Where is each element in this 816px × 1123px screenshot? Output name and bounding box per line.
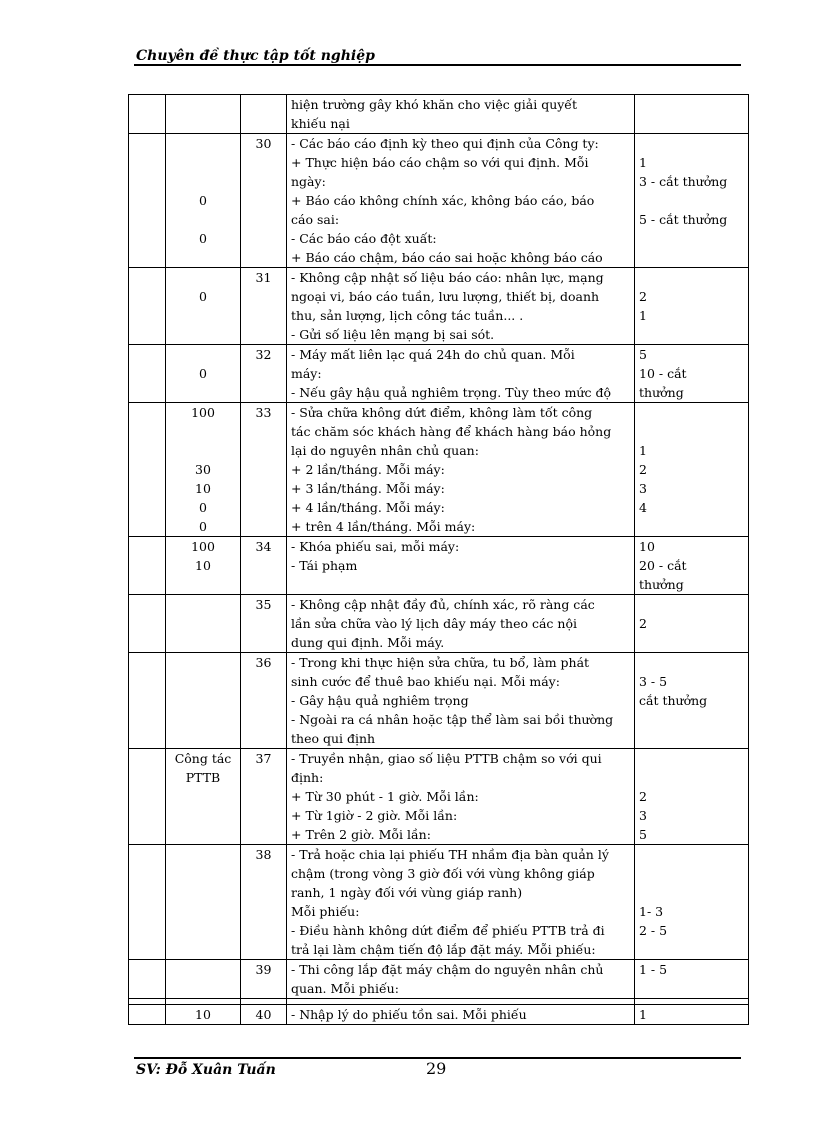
criteria-number: 37 [255, 751, 272, 766]
cell-line: - Sửa chữa không dứt điểm, không làm tốt công [291, 405, 593, 420]
cell-line: Công tác [174, 751, 232, 766]
criteria-number-cell [241, 595, 287, 653]
criteria-number-cell [241, 1005, 287, 1025]
penalty-cell [635, 134, 749, 268]
points-cell [166, 403, 241, 537]
cell-line [170, 902, 236, 921]
cell-line: 1 [639, 155, 647, 170]
criteria-number-cell [241, 960, 287, 999]
table-row [129, 345, 749, 403]
cell-line [170, 95, 236, 114]
cell-line [170, 806, 236, 825]
cell-line [639, 134, 744, 153]
cell-line: 2 - 5 [639, 923, 668, 938]
criteria-number: 34 [255, 539, 272, 554]
cell-line: 3 [639, 808, 647, 823]
header-title: Chuyên đề thực tập tốt nghiệp [136, 48, 375, 64]
penalty-cell [635, 960, 749, 999]
index-cell [129, 653, 166, 749]
cell-line [170, 248, 236, 267]
cell-line [639, 710, 744, 729]
cell-line: 1 - 5 [639, 962, 668, 977]
cell-line: 30 [195, 462, 211, 477]
cell-line: sinh cước để thuê bao khiếu nại. Mỗi máy: [291, 674, 560, 689]
penalty-cell [635, 345, 749, 403]
description-cell [287, 1005, 635, 1025]
cell-line [639, 95, 744, 114]
index-cell [129, 749, 166, 845]
description-cell [287, 845, 635, 960]
cell-line [170, 633, 236, 652]
cell-line: 100 [191, 539, 215, 554]
cell-line: 20 - cắt [639, 558, 687, 573]
penalty-table [128, 94, 749, 1025]
cell-line: định: [291, 770, 324, 785]
cell-line [639, 114, 744, 133]
cell-line: 0 [199, 193, 207, 208]
points-cell [166, 595, 241, 653]
cell-line [639, 653, 744, 672]
cell-line: chậm (trong vòng 3 giờ đối với vùng không giáp [291, 866, 595, 881]
index-cell [129, 537, 166, 595]
cell-line: 100 [191, 405, 215, 420]
description-cell [287, 537, 635, 595]
cell-line [639, 422, 744, 441]
cell-line [170, 921, 236, 940]
cell-line [170, 575, 236, 594]
cell-line: khiếu nại [291, 116, 350, 131]
cell-line [170, 787, 236, 806]
criteria-number: 31 [255, 270, 272, 285]
points-cell [166, 653, 241, 749]
penalty-cell [635, 845, 749, 960]
points-cell [166, 845, 241, 960]
cell-line: 0 [199, 519, 207, 534]
cell-line: - Trong khi thực hiện sửa chữa, tu bổ, làm phát [291, 655, 590, 670]
description-cell [287, 595, 635, 653]
cell-line: 5 [639, 827, 647, 842]
description-cell [287, 960, 635, 999]
table-row [129, 95, 749, 134]
cell-line: dung qui định. Mỗi máy. [291, 635, 445, 650]
points-cell [166, 749, 241, 845]
cell-line: quan. Mỗi phiếu: [291, 981, 399, 996]
cell-line [639, 940, 744, 959]
table-row [129, 537, 749, 595]
cell-line: - Điều hành không dứt điểm để phiếu PTTB trả đi [291, 923, 605, 938]
description-cell [287, 95, 635, 134]
cell-line [170, 134, 236, 153]
table-row [129, 268, 749, 345]
criteria-number: 33 [255, 405, 272, 420]
criteria-number-cell [241, 403, 287, 537]
index-cell [129, 960, 166, 999]
table-row [129, 403, 749, 537]
cell-line [170, 864, 236, 883]
cell-line [639, 979, 744, 998]
penalty-cell [635, 653, 749, 749]
cell-line [639, 768, 744, 787]
cell-line: + Từ 30 phút - 1 giờ. Mỗi lần: [291, 789, 479, 804]
cell-line: - Nếu gây hậu quả nghiêm trọng. Tùy theo mức độ [291, 385, 611, 400]
points-cell [166, 345, 241, 403]
criteria-number-cell [241, 749, 287, 845]
cell-line: 1 [639, 1007, 647, 1022]
criteria-number-cell [241, 268, 287, 345]
cell-line [291, 575, 630, 594]
cell-line [639, 883, 744, 902]
criteria-number-cell [241, 134, 287, 268]
cell-line: 0 [199, 231, 207, 246]
table-row [129, 749, 749, 845]
cell-line [170, 825, 236, 844]
cell-line: ngày: [291, 174, 326, 189]
cell-line: 2 [639, 289, 647, 304]
cell-line: 10 [195, 1007, 211, 1022]
cell-line [170, 383, 236, 402]
cell-line [639, 268, 744, 287]
points-cell [166, 134, 241, 268]
cell-line: 5 - cắt thưởng [639, 212, 728, 227]
description-cell [287, 653, 635, 749]
penalty-cell [635, 1005, 749, 1025]
cell-line: - Truyền nhận, giao số liệu PTTB chậm so với qui [291, 751, 602, 766]
cell-line: + trên 4 lần/tháng. Mỗi máy: [291, 519, 476, 534]
cell-line [639, 749, 744, 768]
cell-line [170, 845, 236, 864]
cell-line: lần sửa chữa vào lý lịch dây máy theo các nội [291, 616, 577, 631]
table-row [129, 960, 749, 999]
cell-line [170, 614, 236, 633]
points-cell [166, 1005, 241, 1025]
penalty-cell [635, 95, 749, 134]
index-cell [129, 1005, 166, 1025]
cell-line: - Các báo cáo định kỳ theo qui định của Công ty: [291, 136, 599, 151]
cell-line: 10 [639, 539, 655, 554]
criteria-number: 35 [255, 597, 272, 612]
cell-line [170, 710, 236, 729]
index-cell [129, 403, 166, 537]
cell-line: cáo sai: [291, 212, 340, 227]
description-cell [287, 345, 635, 403]
cell-line [639, 864, 744, 883]
points-cell [166, 960, 241, 999]
index-cell [129, 595, 166, 653]
criteria-number-cell [241, 95, 287, 134]
cell-line: - Các báo cáo đột xuất: [291, 231, 437, 246]
cell-line: 3 [639, 481, 647, 496]
criteria-number-cell [241, 845, 287, 960]
criteria-number-cell [241, 345, 287, 403]
cell-line: thưởng [639, 385, 684, 400]
cell-line: 4 [639, 500, 647, 515]
cell-line [639, 229, 744, 248]
cell-line [170, 883, 236, 902]
cell-line: thưởng [639, 577, 684, 592]
cell-line: 2 [639, 462, 647, 477]
criteria-number: 36 [255, 655, 272, 670]
cell-line [170, 422, 236, 441]
index-cell [129, 134, 166, 268]
criteria-number: 40 [255, 1007, 272, 1022]
cell-line: 0 [199, 289, 207, 304]
cell-line [170, 979, 236, 998]
cell-line: 2 [639, 616, 647, 631]
cell-line [639, 517, 744, 536]
index-cell [129, 345, 166, 403]
cell-line: lại do nguyên nhân chủ quan: [291, 443, 479, 458]
index-cell [129, 845, 166, 960]
penalty-table-body [129, 95, 749, 1025]
cell-line [639, 325, 744, 344]
cell-line: + 2 lần/tháng. Mỗi máy: [291, 462, 445, 477]
cell-line [639, 403, 744, 422]
table-row [129, 595, 749, 653]
cell-line [170, 172, 236, 191]
cell-line [170, 210, 236, 229]
cell-line [170, 268, 236, 287]
cell-line: - Nhập lý do phiếu tồn sai. Mỗi phiếu [291, 1007, 527, 1022]
description-cell [287, 268, 635, 345]
cell-line [639, 248, 744, 267]
description-cell [287, 749, 635, 845]
cell-line: + Báo cáo chậm, báo cáo sai hoặc không báo cáo [291, 250, 603, 265]
header-rule [134, 64, 741, 66]
cell-line: - Máy mất liên lạc quá 24h do chủ quan. Mỗi [291, 347, 575, 362]
cell-line: 3 - cắt thưởng [639, 174, 728, 189]
criteria-number: 38 [255, 847, 272, 862]
points-cell [166, 268, 241, 345]
cell-line [170, 306, 236, 325]
cell-line: 10 [195, 481, 211, 496]
cell-line: thu, sản lượng, lịch công tác tuần... . [291, 308, 524, 323]
description-cell [287, 403, 635, 537]
cell-line: trả lại làm chậm tiến độ lắp đặt máy. Mỗi phiếu: [291, 942, 596, 957]
penalty-cell [635, 595, 749, 653]
cell-line: - Ngoài ra cá nhân hoặc tập thể làm sai bồi thường [291, 712, 614, 727]
cell-line: 10 - cắt [639, 366, 687, 381]
points-cell [166, 95, 241, 134]
cell-line: PTTB [185, 770, 221, 785]
table-row [129, 134, 749, 268]
cell-line [170, 441, 236, 460]
cell-line [639, 633, 744, 652]
criteria-number: 32 [255, 347, 272, 362]
description-cell [287, 134, 635, 268]
cell-line: - Khóa phiếu sai, mỗi máy: [291, 539, 460, 554]
penalty-cell [635, 537, 749, 595]
cell-line: máy: [291, 366, 322, 381]
penalty-cell [635, 749, 749, 845]
cell-line [639, 845, 744, 864]
cell-line [639, 595, 744, 614]
cell-line: + Thực hiện báo cáo chậm so với qui định. Mỗi [291, 155, 589, 170]
criteria-number-cell [241, 537, 287, 595]
cell-line: + 3 lần/tháng. Mỗi máy: [291, 481, 445, 496]
criteria-number: 39 [255, 962, 272, 977]
cell-line: + 4 lần/tháng. Mỗi máy: [291, 500, 445, 515]
cell-line: - Không cập nhật số liệu báo cáo: nhân lực, mạng [291, 270, 604, 285]
cell-line [170, 729, 236, 748]
cell-line [170, 325, 236, 344]
cell-line: tác chăm sóc khách hàng để khách hàng báo hỏng [291, 424, 612, 439]
cell-line: 10 [195, 558, 211, 573]
cell-line [170, 595, 236, 614]
cell-line: + Từ 1giờ - 2 giờ. Mỗi lần: [291, 808, 458, 823]
cell-line [170, 672, 236, 691]
cell-line: - Gây hậu quả nghiêm trọng [291, 693, 469, 708]
cell-line [170, 940, 236, 959]
footer-author: SV: Đỗ Xuân Tuấn [136, 1062, 276, 1078]
table-row [129, 1005, 749, 1025]
cell-line: 1 [639, 308, 647, 323]
criteria-number: 30 [255, 136, 272, 151]
cell-line: - Tái phạm [291, 558, 358, 573]
points-cell [166, 537, 241, 595]
cell-line: 5 [639, 347, 647, 362]
cell-line [170, 114, 236, 133]
table-row [129, 653, 749, 749]
criteria-number-cell [241, 653, 287, 749]
cell-line: 3 - 5 [639, 674, 668, 689]
cell-line: - Gửi số liệu lên mạng bị sai sót. [291, 327, 495, 342]
cell-line: - Không cập nhật đầy đủ, chính xác, rõ ràng các [291, 597, 595, 612]
cell-line: 1- 3 [639, 904, 664, 919]
cell-line: cắt thưởng [639, 693, 708, 708]
cell-line: - Trả hoặc chia lại phiếu TH nhầm địa bàn quản lý [291, 847, 609, 862]
cell-line: 0 [199, 366, 207, 381]
cell-line [639, 729, 744, 748]
cell-line: theo qui định [291, 731, 376, 746]
cell-line: + Báo cáo không chính xác, không báo cáo, báo [291, 193, 595, 208]
penalty-cell [635, 403, 749, 537]
index-cell [129, 95, 166, 134]
cell-line: Mỗi phiếu: [291, 904, 360, 919]
page-number: 29 [426, 1059, 447, 1078]
cell-line: 1 [639, 443, 647, 458]
cell-line: 2 [639, 789, 647, 804]
cell-line [170, 153, 236, 172]
cell-line [170, 691, 236, 710]
cell-line [170, 960, 236, 979]
cell-line: ngoại vi, báo cáo tuần, lưu lượng, thiết bị, doanh [291, 289, 600, 304]
cell-line [170, 345, 236, 364]
index-cell [129, 268, 166, 345]
cell-line [170, 653, 236, 672]
table-row [129, 845, 749, 960]
cell-line: 0 [199, 500, 207, 515]
cell-line: - Thi công lắp đặt máy chậm do nguyên nhân chủ [291, 962, 604, 977]
cell-line [639, 191, 744, 210]
cell-line: + Trên 2 giờ. Mỗi lần: [291, 827, 431, 842]
cell-line: hiện trường gây khó khăn cho việc giải quyết [291, 97, 578, 112]
penalty-cell [635, 268, 749, 345]
cell-line: ranh, 1 ngày đối với vùng giáp ranh) [291, 885, 523, 900]
